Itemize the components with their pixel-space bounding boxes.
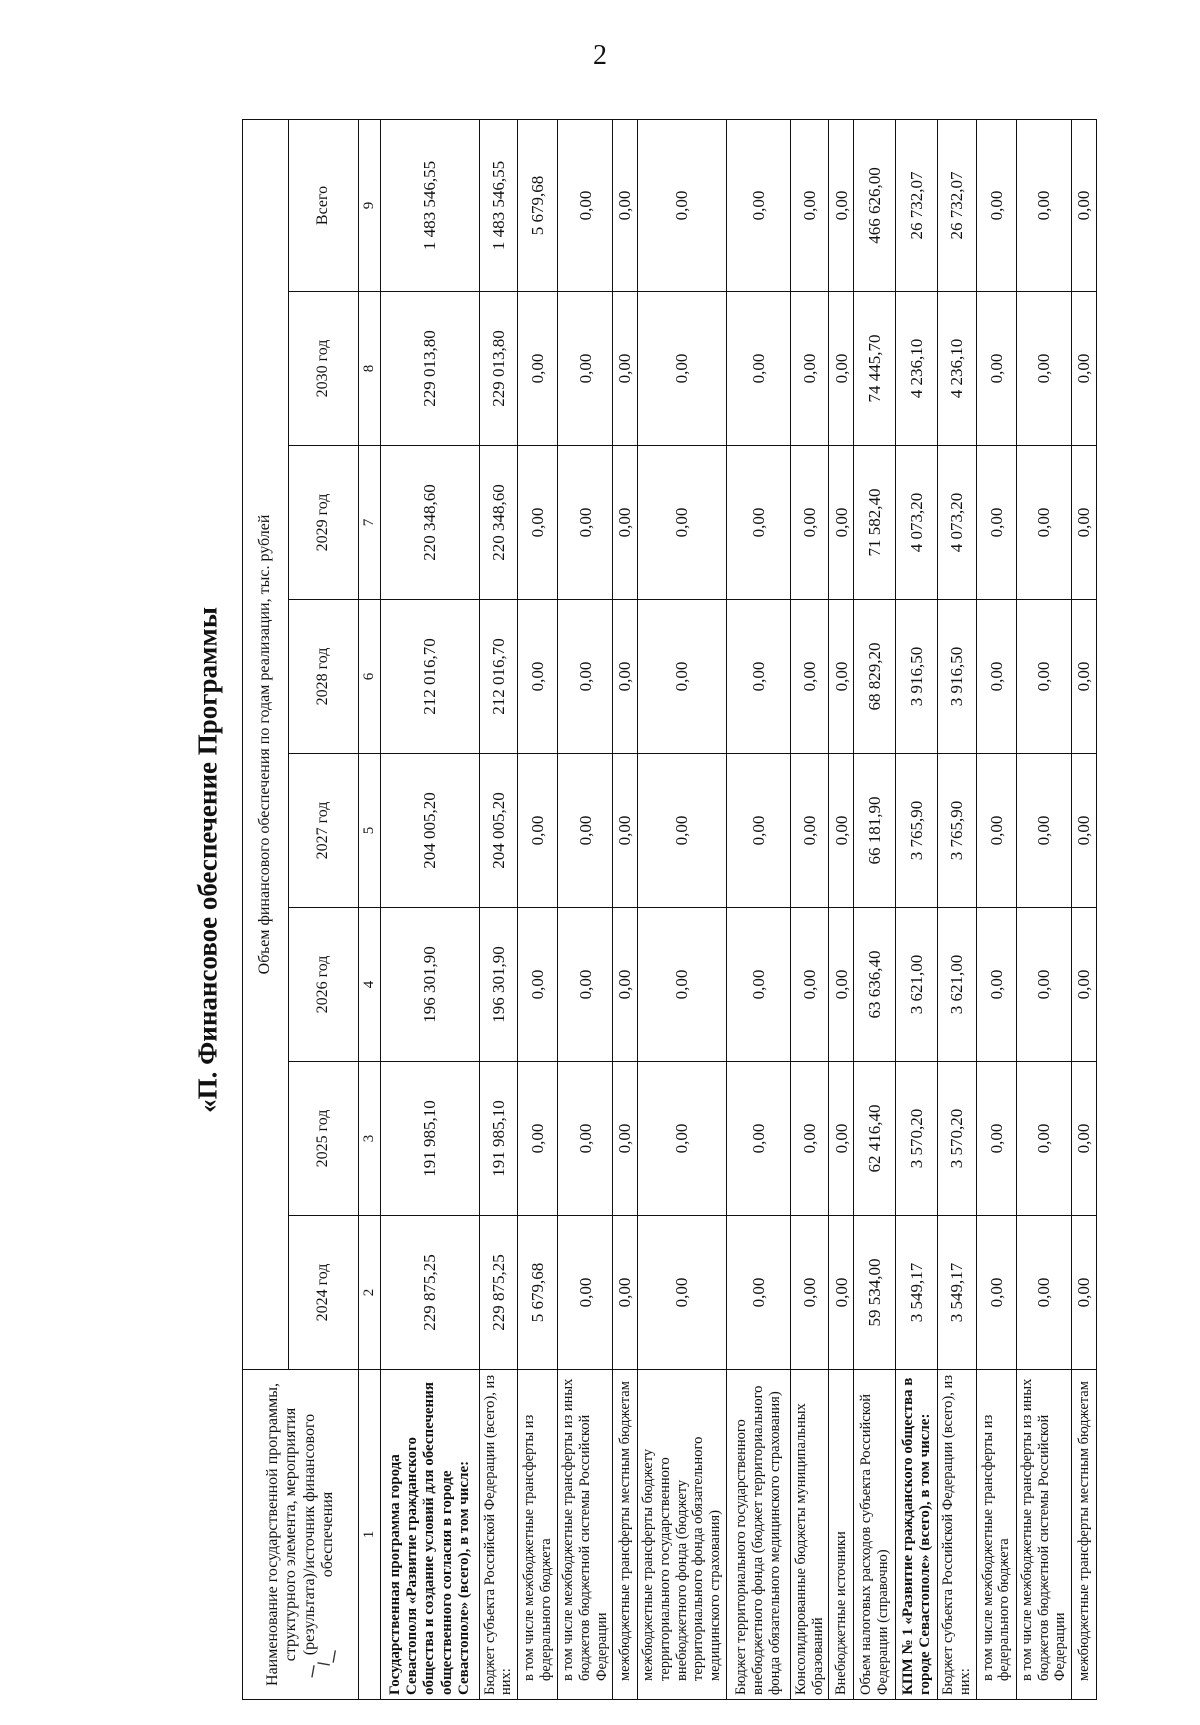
section-title: «П. Финансовое обеспечение Программы bbox=[192, 607, 223, 1113]
table-row bbox=[1017, 119, 1072, 1699]
value-cell: 0,00 bbox=[1072, 119, 1097, 291]
row-name-cell: в том числе межбюджетные трансферты из иных бюджетов бюджетной системы Российской Федерации bbox=[558, 1370, 613, 1700]
value-cell: 0,00 bbox=[558, 119, 613, 291]
value-cell: 66 181,90 bbox=[854, 754, 896, 908]
value-cell: 0,00 bbox=[791, 600, 829, 754]
value-cell: 0,00 bbox=[829, 446, 854, 600]
header-year-2025: 2025 год bbox=[289, 1062, 359, 1216]
value-cell: 5 679,68 bbox=[518, 119, 558, 291]
value-cell: 0,00 bbox=[976, 1216, 1016, 1370]
value-cell: 229 875,25 bbox=[381, 1216, 479, 1370]
table-row bbox=[896, 119, 938, 1699]
value-cell: 0,00 bbox=[613, 119, 638, 291]
value-cell: 0,00 bbox=[558, 292, 613, 446]
value-cell: 0,00 bbox=[829, 600, 854, 754]
value-cell: 0,00 bbox=[558, 446, 613, 600]
financing-table bbox=[242, 119, 1097, 1700]
value-cell: 0,00 bbox=[1017, 754, 1072, 908]
header-volume-cell: Объем финансового обеспечения по годам реализации, тыс. рублей bbox=[243, 119, 289, 1369]
value-cell: 62 416,40 bbox=[854, 1062, 896, 1216]
value-cell: 0,00 bbox=[638, 908, 727, 1062]
value-cell: 0,00 bbox=[1072, 600, 1097, 754]
table-row bbox=[938, 119, 976, 1699]
table-row bbox=[1072, 119, 1097, 1699]
value-cell: 3 765,90 bbox=[938, 754, 976, 908]
value-cell: 0,00 bbox=[726, 1216, 790, 1370]
value-cell: 63 636,40 bbox=[854, 908, 896, 1062]
value-cell: 3 621,00 bbox=[938, 908, 976, 1062]
value-cell: 0,00 bbox=[518, 908, 558, 1062]
value-cell: 4 236,10 bbox=[938, 292, 976, 446]
value-cell: 0,00 bbox=[976, 292, 1016, 446]
value-cell: 0,00 bbox=[558, 1216, 613, 1370]
value-cell: 3 570,20 bbox=[896, 1062, 938, 1216]
value-cell: 3 570,20 bbox=[938, 1062, 976, 1216]
value-cell: 0,00 bbox=[976, 754, 1016, 908]
value-cell: 3 916,50 bbox=[938, 600, 976, 754]
row-name-cell: межбюджетные трансферты бюджету территориального государственного внебюджетного фонда (бюджету территориального фонда обязательного медицинского страхования) bbox=[638, 1370, 727, 1700]
value-cell: 0,00 bbox=[613, 754, 638, 908]
value-cell: 0,00 bbox=[518, 754, 558, 908]
value-cell: 0,00 bbox=[829, 119, 854, 291]
value-cell: 0,00 bbox=[1017, 292, 1072, 446]
value-cell: 0,00 bbox=[976, 1062, 1016, 1216]
value-cell: 5 679,68 bbox=[518, 1216, 558, 1370]
value-cell: 71 582,40 bbox=[854, 446, 896, 600]
value-cell: 0,00 bbox=[726, 908, 790, 1062]
handwritten-mark: ⸝⸜⸝ bbox=[296, 1636, 346, 1684]
value-cell: 0,00 bbox=[976, 600, 1016, 754]
value-cell: 59 534,00 bbox=[854, 1216, 896, 1370]
value-cell: 0,00 bbox=[726, 292, 790, 446]
value-cell: 3 916,50 bbox=[896, 600, 938, 754]
table-body bbox=[381, 119, 1097, 1699]
table-row bbox=[791, 119, 829, 1699]
value-cell: 0,00 bbox=[1017, 1062, 1072, 1216]
value-cell: 0,00 bbox=[558, 1062, 613, 1216]
row-name-cell: Бюджет субъекта Российской Федерации (всего), из них: bbox=[479, 1370, 517, 1700]
value-cell: 1 483 546,55 bbox=[381, 119, 479, 291]
value-cell: 0,00 bbox=[518, 446, 558, 600]
row-name-cell: в том числе межбюджетные трансферты из иных бюджетов бюджетной системы Российской Федерации bbox=[1017, 1370, 1072, 1700]
value-cell: 212 016,70 bbox=[381, 600, 479, 754]
value-cell: 0,00 bbox=[829, 908, 854, 1062]
page-number: 2 bbox=[593, 40, 607, 71]
value-cell: 0,00 bbox=[1072, 1062, 1097, 1216]
header-name-cell: Наименование государственной программы, структурного элемента, мероприятия (результата)/источник финансового обеспечения bbox=[243, 1370, 359, 1700]
value-cell: 0,00 bbox=[976, 446, 1016, 600]
value-cell: 4 073,20 bbox=[896, 446, 938, 600]
value-cell: 0,00 bbox=[1017, 908, 1072, 1062]
row-name-cell: в том числе межбюджетные трансферты из федерального бюджета bbox=[518, 1370, 558, 1700]
row-name-cell: Бюджет субъекта Российской Федерации (всего), из них: bbox=[938, 1370, 976, 1700]
value-cell: 1 483 546,55 bbox=[479, 119, 517, 291]
value-cell: 212 016,70 bbox=[479, 600, 517, 754]
value-cell: 0,00 bbox=[613, 446, 638, 600]
header-year-2026: 2026 год bbox=[289, 908, 359, 1062]
value-cell: 220 348,60 bbox=[381, 446, 479, 600]
value-cell: 0,00 bbox=[726, 119, 790, 291]
value-cell: 0,00 bbox=[638, 292, 727, 446]
value-cell: 3 621,00 bbox=[896, 908, 938, 1062]
value-cell: 0,00 bbox=[791, 1062, 829, 1216]
column-number: 1 bbox=[359, 1370, 381, 1700]
header-year-2030: 2030 год bbox=[289, 292, 359, 446]
column-number-row bbox=[359, 119, 381, 1699]
header-year-2029: 2029 год bbox=[289, 446, 359, 600]
row-name-cell: межбюджетные трансферты местным бюджетам bbox=[613, 1370, 638, 1700]
column-number: 8 bbox=[359, 292, 381, 446]
value-cell: 0,00 bbox=[638, 1062, 727, 1216]
value-cell: 0,00 bbox=[638, 600, 727, 754]
value-cell: 0,00 bbox=[726, 754, 790, 908]
value-cell: 220 348,60 bbox=[479, 446, 517, 600]
column-number: 9 bbox=[359, 119, 381, 291]
value-cell: 0,00 bbox=[518, 600, 558, 754]
value-cell: 229 875,25 bbox=[479, 1216, 517, 1370]
value-cell: 0,00 bbox=[558, 908, 613, 1062]
value-cell: 196 301,90 bbox=[479, 908, 517, 1062]
value-cell: 0,00 bbox=[558, 754, 613, 908]
value-cell: 0,00 bbox=[613, 1216, 638, 1370]
value-cell: 0,00 bbox=[1017, 600, 1072, 754]
value-cell: 4 073,20 bbox=[938, 446, 976, 600]
row-name-cell: Государственная программа города Севастополя «Развитие гражданского общества и создание условий для обеспечения общественного согласия в городе Севастополе» (всего), в том числе: bbox=[381, 1370, 479, 1700]
value-cell: 0,00 bbox=[829, 292, 854, 446]
value-cell: 0,00 bbox=[1072, 908, 1097, 1062]
value-cell: 0,00 bbox=[829, 1062, 854, 1216]
table-row bbox=[854, 119, 896, 1699]
value-cell: 204 005,20 bbox=[479, 754, 517, 908]
value-cell: 0,00 bbox=[518, 292, 558, 446]
value-cell: 3 549,17 bbox=[896, 1216, 938, 1370]
column-number: 3 bbox=[359, 1062, 381, 1216]
value-cell: 0,00 bbox=[1017, 1216, 1072, 1370]
value-cell: 0,00 bbox=[518, 1062, 558, 1216]
value-cell: 229 013,80 bbox=[479, 292, 517, 446]
table-row bbox=[638, 119, 727, 1699]
value-cell: 0,00 bbox=[829, 754, 854, 908]
table-row bbox=[558, 119, 613, 1699]
header-total: Всего bbox=[289, 119, 359, 291]
value-cell: 68 829,20 bbox=[854, 600, 896, 754]
rotated-table-container bbox=[242, 120, 1097, 1700]
value-cell: 0,00 bbox=[613, 1062, 638, 1216]
value-cell: 0,00 bbox=[1072, 754, 1097, 908]
row-name-cell: Консолидированные бюджеты муниципальных образований bbox=[791, 1370, 829, 1700]
value-cell: 0,00 bbox=[726, 600, 790, 754]
value-cell: 0,00 bbox=[638, 119, 727, 291]
value-cell: 0,00 bbox=[791, 446, 829, 600]
value-cell: 0,00 bbox=[976, 119, 1016, 291]
table-row bbox=[976, 119, 1016, 1699]
value-cell: 74 445,70 bbox=[854, 292, 896, 446]
value-cell: 0,00 bbox=[791, 1216, 829, 1370]
row-name-cell: Внебюджетные источники bbox=[829, 1370, 854, 1700]
value-cell: 204 005,20 bbox=[381, 754, 479, 908]
column-number: 7 bbox=[359, 446, 381, 600]
value-cell: 0,00 bbox=[791, 908, 829, 1062]
row-name-cell: Объем налоговых расходов субъекта Российской Федерации (справочно) bbox=[854, 1370, 896, 1700]
value-cell: 0,00 bbox=[829, 1216, 854, 1370]
value-cell: 0,00 bbox=[613, 908, 638, 1062]
table-row bbox=[726, 119, 790, 1699]
value-cell: 26 732,07 bbox=[938, 119, 976, 291]
value-cell: 0,00 bbox=[638, 754, 727, 908]
value-cell: 0,00 bbox=[1072, 446, 1097, 600]
value-cell: 191 985,10 bbox=[381, 1062, 479, 1216]
value-cell: 26 732,07 bbox=[896, 119, 938, 291]
value-cell: 229 013,80 bbox=[381, 292, 479, 446]
value-cell: 0,00 bbox=[638, 1216, 727, 1370]
row-name-cell: КПМ № 1 «Развитие гражданского общества в городе Севастополе» (всего), в том числе: bbox=[896, 1370, 938, 1700]
table-row bbox=[613, 119, 638, 1699]
value-cell: 0,00 bbox=[791, 292, 829, 446]
header-year-2028: 2028 год bbox=[289, 600, 359, 754]
column-number: 2 bbox=[359, 1216, 381, 1370]
column-number: 4 bbox=[359, 908, 381, 1062]
value-cell: 0,00 bbox=[791, 119, 829, 291]
value-cell: 0,00 bbox=[613, 600, 638, 754]
table-row bbox=[479, 119, 517, 1699]
value-cell: 0,00 bbox=[638, 446, 727, 600]
value-cell: 0,00 bbox=[613, 292, 638, 446]
value-cell: 0,00 bbox=[726, 446, 790, 600]
value-cell: 0,00 bbox=[1017, 446, 1072, 600]
value-cell: 0,00 bbox=[976, 908, 1016, 1062]
value-cell: 3 765,90 bbox=[896, 754, 938, 908]
header-year-2024: 2024 год bbox=[289, 1216, 359, 1370]
header-year-2027: 2027 год bbox=[289, 754, 359, 908]
column-number: 6 bbox=[359, 600, 381, 754]
value-cell: 0,00 bbox=[791, 754, 829, 908]
row-name-cell: Бюджет территориального государственного внебюджетного фонда (бюджет территориального фонда обязательного медицинского страхования) bbox=[726, 1370, 790, 1700]
value-cell: 0,00 bbox=[1017, 119, 1072, 291]
value-cell: 3 549,17 bbox=[938, 1216, 976, 1370]
value-cell: 0,00 bbox=[1072, 1216, 1097, 1370]
table-row bbox=[518, 119, 558, 1699]
row-name-cell: в том числе межбюджетные трансферты из федерального бюджета bbox=[976, 1370, 1016, 1700]
table-row bbox=[829, 119, 854, 1699]
row-name-cell: межбюджетные трансферты местным бюджетам bbox=[1072, 1370, 1097, 1700]
value-cell: 0,00 bbox=[1072, 292, 1097, 446]
table-row bbox=[381, 119, 479, 1699]
column-number: 5 bbox=[359, 754, 381, 908]
value-cell: 0,00 bbox=[558, 600, 613, 754]
value-cell: 191 985,10 bbox=[479, 1062, 517, 1216]
value-cell: 466 626,00 bbox=[854, 119, 896, 291]
value-cell: 0,00 bbox=[726, 1062, 790, 1216]
value-cell: 196 301,90 bbox=[381, 908, 479, 1062]
value-cell: 4 236,10 bbox=[896, 292, 938, 446]
